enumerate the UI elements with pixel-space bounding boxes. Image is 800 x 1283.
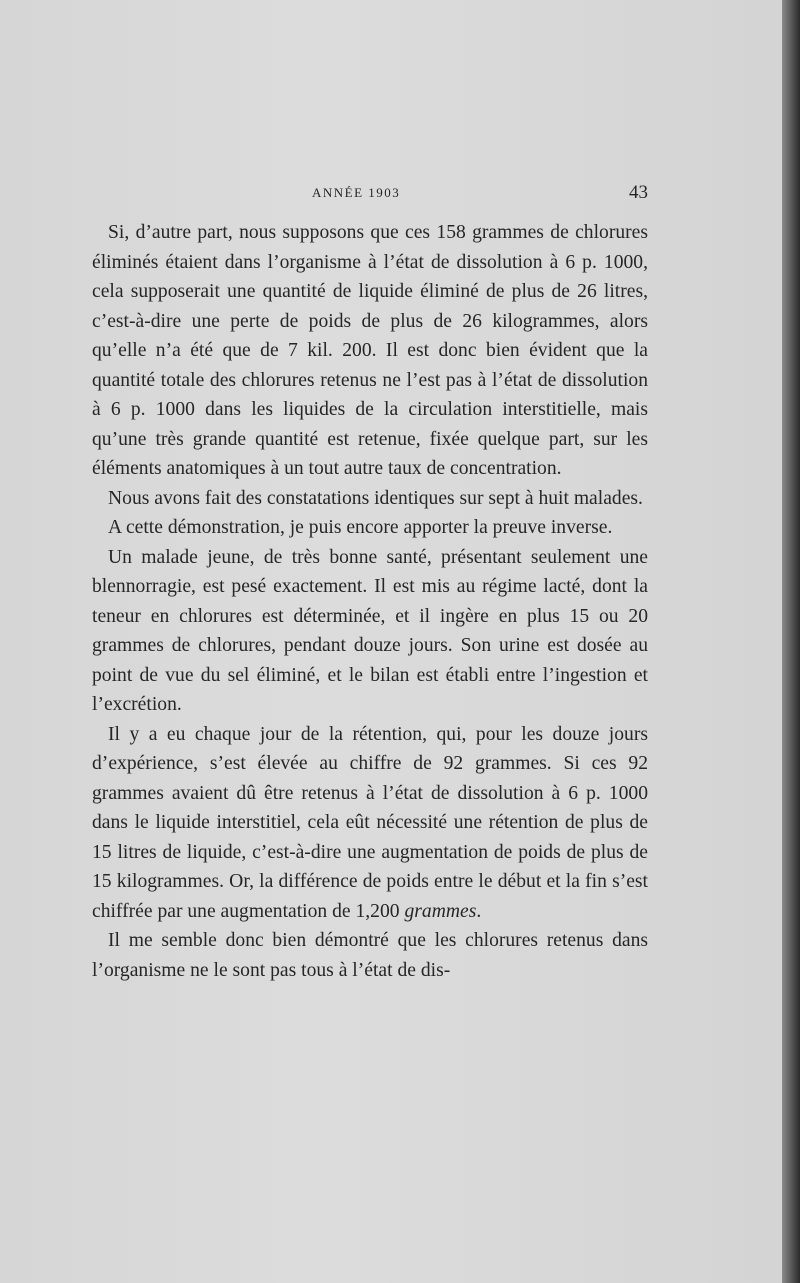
paragraph: Un malade jeune, de très bonne santé, présentant seulement une blennorragie, est pesé exactement. Il est mis au régime lacté, dont la teneur en chlorures est déterminée, et il ingère en plus 15 ou 20 grammes de chlorures, pendant douze jours. Son urine est dosée au point de vue du sel éliminé, et le bilan est établi entre l’ingestion et l’excrétion.: [92, 546, 648, 715]
page-edge-shadow: [782, 0, 800, 1283]
page-number: 43: [629, 182, 648, 203]
paragraph: Si, d’autre part, nous supposons que ces 158 grammes de chlorures éliminés étaient dans l’organisme à l’état de dissolution à 6 p. 1000, cela supposerait une quantité de liquide éliminé de plus de 26 litres, c’est-à-dire une perte de poids de plus de 26 kilogrammes, alors qu’elle n’a été que de 7 kil. 200. Il est donc bien évident que la quantité totale des chlorures retenus ne l’est pas à l’état de dissolution à 6 p. 1000 dans les liquides de la circulation interstitielle, mais qu’une très grande quantité est retenue, fixée quelque part, sur les éléments anatomiques à un tout autre taux de concentration.: [92, 222, 648, 479]
paragraph: A cette démonstration, je puis encore apporter la preuve inverse.: [108, 517, 613, 538]
italic-word: grammes: [404, 900, 477, 922]
paragraph: Il me semble donc bien démontré que les chlorures retenus dans l’organisme ne le sont pas tous à l’état de dis-: [92, 930, 648, 981]
running-title: ANNÉE 1903: [312, 185, 401, 200]
paragraph: [92, 720, 648, 927]
period: .: [476, 900, 482, 922]
body-text: [92, 218, 648, 985]
paragraph: Nous avons fait des constatations identiques sur sept à huit malades.: [108, 487, 643, 509]
paragraph-text: Il y a eu chaque jour de la rétention, qui, pour les douze jours d’expérience, s’est élevée au chiffre de 92 grammes. Si ces 92 grammes avaient dû être retenus à l’état de dissolution à 6 p. 1000 dans le liquide interstitiel, cela eût nécessité une rétention de plus de 15 litres de liquide, c’est-à-dire une augmentation de poids de plus de 15 kilogrammes. Or, la différence de poids entre le début et la fin s’est chiffrée par une augmentation de 1,200: [92, 723, 648, 922]
running-head: [92, 182, 648, 209]
